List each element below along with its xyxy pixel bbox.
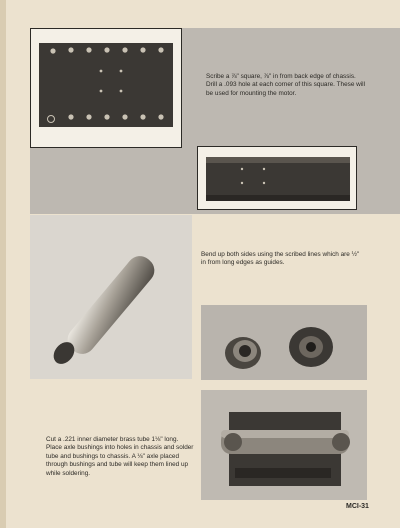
photo-axle-bushings bbox=[201, 305, 367, 380]
caption-scribe-square: Scribe a ⅞" square, ⅞" in from back edge of chassis. Drill a .093 hole at each corner of this square. These will be used for mounting the motor. bbox=[206, 73, 366, 97]
page-number: MCI-31 bbox=[346, 503, 369, 510]
page-binding-edge bbox=[0, 0, 6, 528]
photo-bent-chassis bbox=[197, 146, 357, 210]
caption-cut-tube: Cut a .221 inner diameter brass tube 1⅛" long. Place axle bushings into holes in chassis and solder tube and bushings to chassis. A ⅛" axle placed through bushings and tube will keep them lined up while soldering. bbox=[46, 436, 194, 477]
photo-brass-tube bbox=[30, 215, 192, 379]
photo-soldered-chassis bbox=[201, 390, 367, 500]
photo-drilled-plate bbox=[30, 28, 182, 148]
caption-bend-sides: Bend up both sides using the scribed lines which are ½" in from long edges as guides. bbox=[201, 251, 360, 267]
